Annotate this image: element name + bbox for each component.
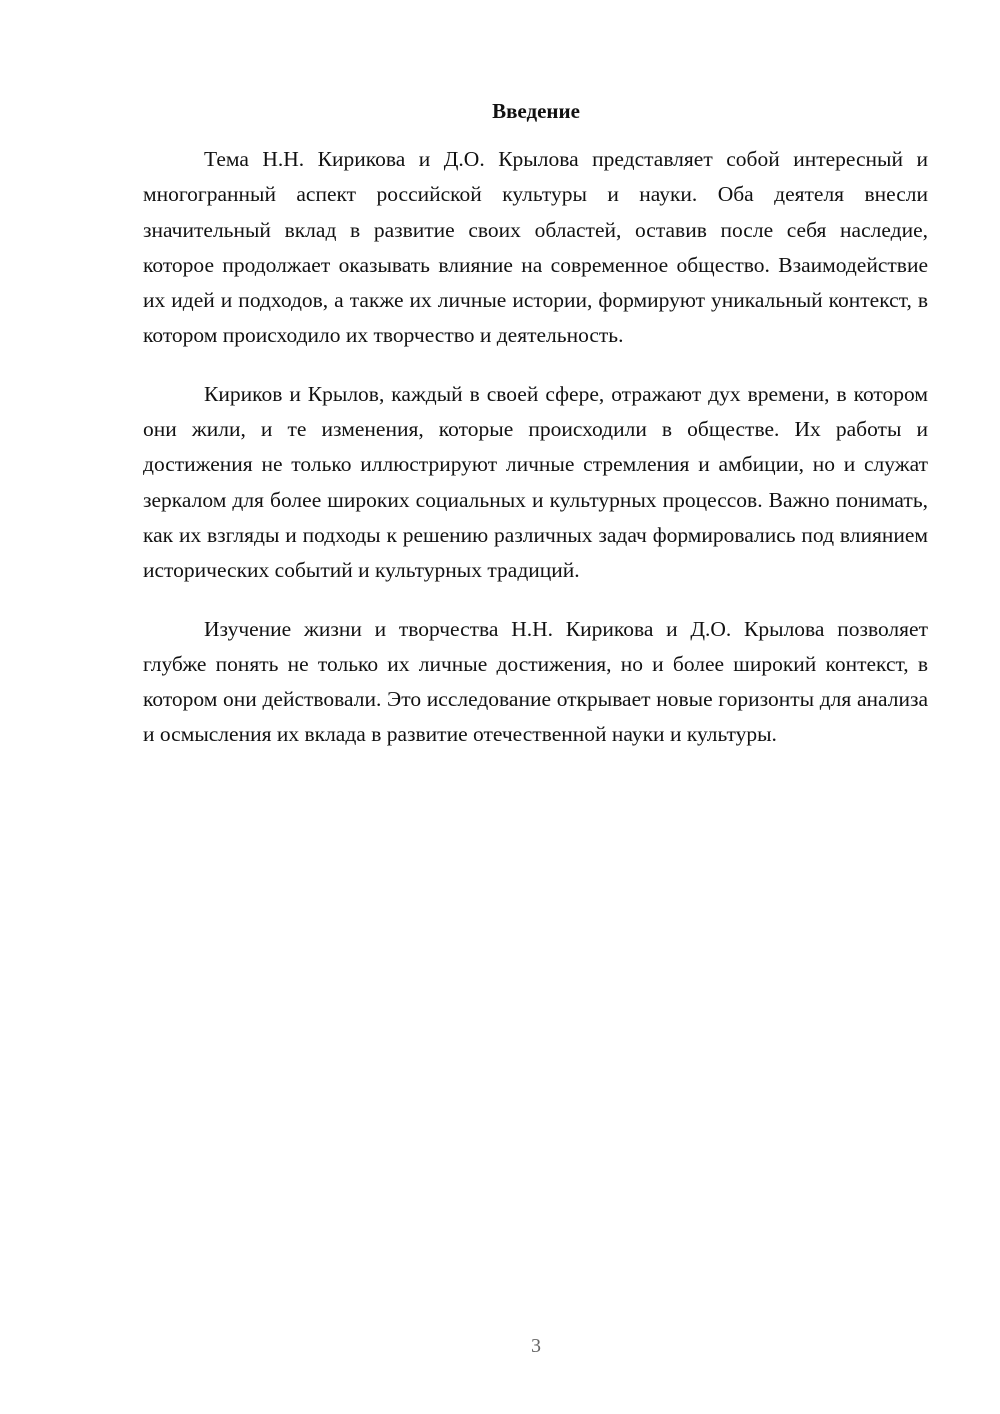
paragraph-3: Изучение жизни и творчества Н.Н. Кирикова и Д.О. Крылова позволяет глубже понять не только их личные достижения, но и более широкий контекст, в котором они действовали. Это исследование открывает новые горизонты для анализа и осмысления их вклада в развитие отечественной науки и культуры. [143,616,928,747]
body-text [143,142,928,776]
page-number: 3 [531,1335,541,1357]
paragraph-2: Кириков и Крылов, каждый в своей сфере, отражают дух времени, в котором они жили, и те изменения, которые происходили в обществе. Их работы и достижения не только иллюстрируют личные стремления и амбиции, но и служат зеркалом для более широких социальных и культурных процессов. Важно понимать, как их взгляды и подходы к решению различных задач формировались под влиянием исторических событий и культурных традиций. [143,381,928,583]
paragraph-1: Тема Н.Н. Кирикова и Д.О. Крылова представляет собой интересный и многогранный аспект российской культуры и науки. Оба деятеля внесли значительный вклад в развитие своих областей, оставив после себя наследие, которое продолжает оказывать влияние на современное общество. Взаимодействие их идей и подходов, а также их личные истории, формируют уникальный контекст, в котором происходило их творчество и деятельность. [143,147,928,348]
section-heading: Введение [492,99,580,123]
